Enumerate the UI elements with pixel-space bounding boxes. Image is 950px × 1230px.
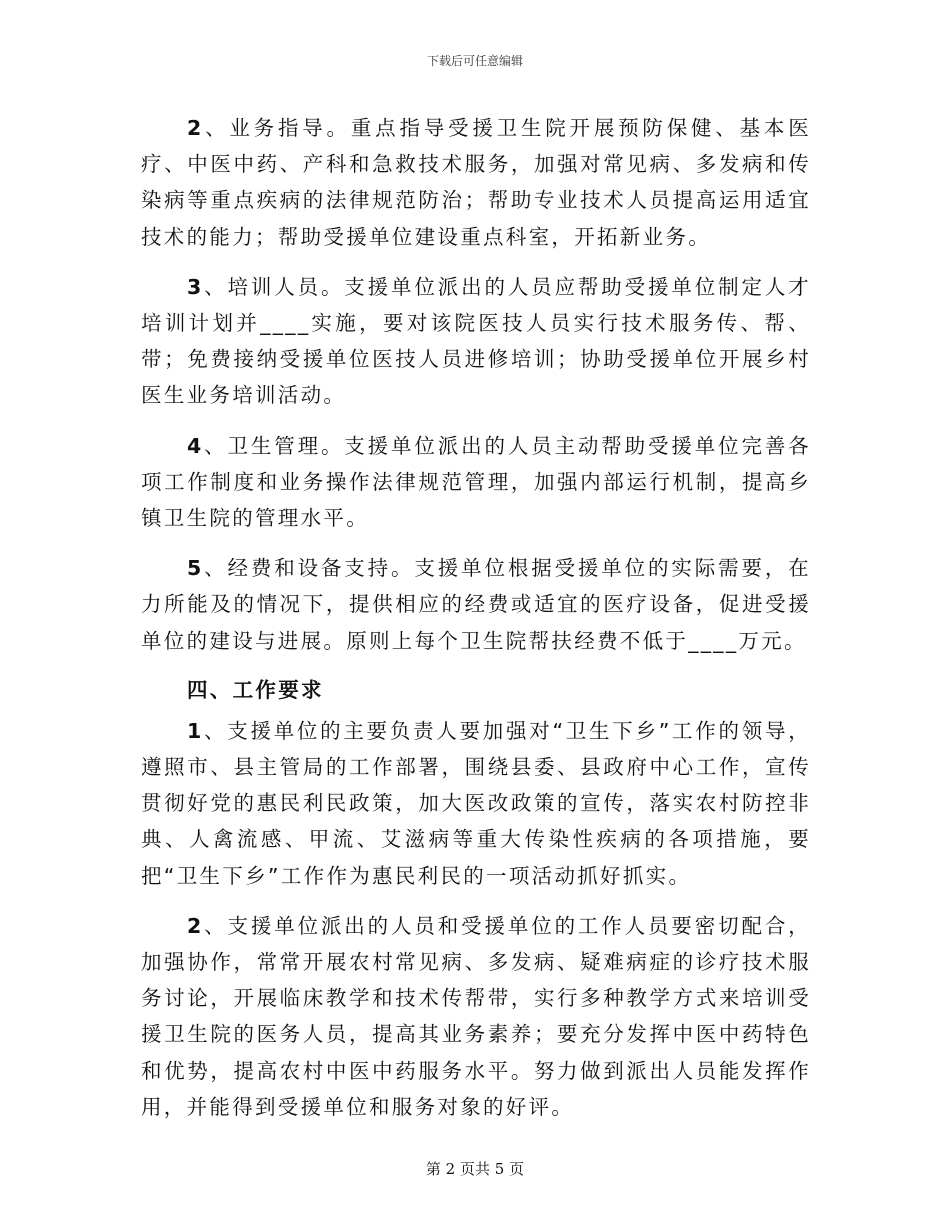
paragraph-number: 3 — [187, 274, 204, 299]
paragraph-requirement-leadership — [141, 713, 811, 894]
paragraph-text: 、业务指导。重点指导受援卫生院开展预防保健、基本医疗、中医中药、产科和急救技术服务，加强对常见病、多发病和传染病等重点疾病的法律规范防治；帮助专业技术人员提高运用适宜技术的能力；帮助受援单位建设重点科室，开拓新业务。 — [141, 116, 811, 249]
page-header: 下载后可任意编辑 — [426, 54, 523, 68]
paragraph-number: 2 — [187, 116, 204, 140]
section-heading-work-requirements: 四、工作要求 — [187, 677, 324, 702]
page-footer: 第 2 页共 5 页 — [425, 1160, 525, 1178]
paragraph-text: 、支援单位的主要负责人要加强对“卫生下乡”工作的领导，遵照市、县主管局的工作部署，围绕县委、县政府中心工作，宣传贯彻好党的惠民利民政策，加大医改政策的宣传，落实农村防控非典、人禽流感、甲流、艾滋病等重大传染性疾病的各项措施，要把“卫生下乡”工作作为惠民利民的一项活动抓好抓实。 — [141, 718, 811, 888]
paragraph-business-guidance — [141, 110, 811, 255]
paragraph-text: 、支援单位派出的人员和受援单位的工作人员要密切配合，加强协作，常常开展农村常见病、多发病、疑难病症的诊疗技术服务讨论，开展临床教学和技术传帮带，实行多种教学方式来培训受援卫生院的医务人员，提高其业务素养；要充分发挥中医中药特色和优势，提高农村中医中药服务水平。努力做到派出人员能发挥作用，并能得到受援单位和服务对象的好评。 — [141, 913, 811, 1119]
paragraph-number: 4 — [187, 433, 204, 458]
paragraph-text: 、经费和设备支持。支援单位根据受援单位的实际需要，在力所能及的情况下，提供相应的经费或适宜的医疗设备，促进受援单位的建设与进展。原则上每个卫生院帮扶经费不低于____万元。 — [141, 556, 811, 653]
paragraph-requirement-cooperation — [141, 908, 811, 1125]
paragraph-number: 2 — [187, 913, 204, 938]
paragraph-health-management — [141, 428, 811, 537]
paragraph-text: 、培训人员。支援单位派出的人员应帮助受援单位制定人才培训计划并____实施，要对该院医技人员实行技术服务传、帮、带；免费接纳受援单位医技人员进修培训；协助受援单位开展乡村医生业务培训活动。 — [141, 274, 811, 408]
paragraph-number: 5 — [187, 556, 204, 581]
paragraph-text: 、卫生管理。支援单位派出的人员主动帮助受援单位完善各项工作制度和业务操作法律规范管理，加强内部运行机制，提高乡镇卫生院的管理水平。 — [141, 433, 811, 531]
paragraph-funding-equipment — [141, 550, 811, 659]
document-body — [141, 110, 811, 1139]
paragraph-number: 1 — [187, 718, 204, 743]
paragraph-training — [141, 269, 811, 414]
